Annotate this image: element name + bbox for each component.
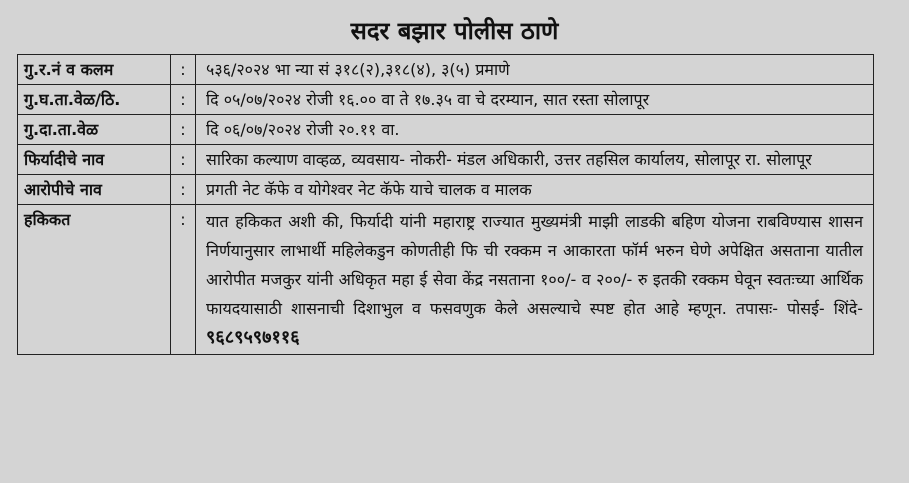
investigator-mobile-number: ९६८९५९७११६	[206, 327, 300, 348]
row-label-incident-date-place: गु.घ.ता.वेळ/ठि.	[18, 85, 171, 115]
table-row	[18, 115, 874, 145]
table-row	[18, 145, 874, 175]
table-row	[18, 85, 874, 115]
table-row	[18, 205, 874, 355]
row-separator: :	[171, 55, 196, 85]
row-separator: :	[171, 115, 196, 145]
row-value-complainant-name: सारिका कल्याण वाव्हळ, व्यवसाय- नोकरी- मंडल अधिकारी, उत्तर तहसिल कार्यालय, सोलापूर रा. सोलापूर	[196, 145, 874, 175]
row-separator: :	[171, 145, 196, 175]
row-label-case-number: गु.र.नं व कलम	[18, 55, 171, 85]
row-label-registration-date: गु.दा.ता.वेळ	[18, 115, 171, 145]
facts-text: यात हकिकत अशी की, फिर्यादी यांनी महाराष्ट्र राज्यात मुख्यमंत्री माझी लाडकी बहिण योजना राबविण्यास शासन निर्णयानुसार लाभार्थी महिलेकडुन कोणतीही फि ची रक्कम न आकारता फॉर्म भरुन घेणे अपेक्षित असताना यातील आरोपीत मजकुर यांनी अधिकृत महा ई सेवा केंद्र नसताना १००/- व २००/- रु इतकी रक्कम घेवून स्वतःच्या आर्थिक फायदयासाठी शासनाची दिशाभुल व फसवणुक केले असल्याचे स्पष्ट होत आहे म्हणून. तपासः- पोसई- शिंदे-	[206, 212, 863, 318]
row-value-case-number: ५३६/२०२४ भा न्या सं ३१८(२),३१८(४), ३(५) प्रमाणे	[196, 55, 874, 85]
row-value-incident-date-place: दि ०५/०७/२०२४ रोजी १६.०० वा ते १७.३५ वा चे दरम्यान, सात रस्ता सोलापूर	[196, 85, 874, 115]
row-label-accused-name: आरोपीचे नाव	[18, 175, 171, 205]
row-label-complainant-name: फिर्यादीचे नाव	[18, 145, 171, 175]
page-title: सदर बझार पोलीस ठाणे	[350, 17, 559, 45]
table-row	[18, 175, 874, 205]
row-separator: :	[171, 85, 196, 115]
row-label-facts: हकिकत	[18, 205, 171, 355]
row-separator: :	[171, 205, 196, 355]
row-value-registration-date: दि ०६/०७/२०२४ रोजी २०.११ वा.	[196, 115, 874, 145]
table-row	[18, 55, 874, 85]
row-value-accused-name: प्रगती नेट कॅफे व योगेश्वर नेट कॅफे याचे चालक व मालक	[196, 175, 874, 205]
case-details-table	[17, 54, 874, 355]
row-separator: :	[171, 175, 196, 205]
row-value-facts	[196, 205, 874, 355]
